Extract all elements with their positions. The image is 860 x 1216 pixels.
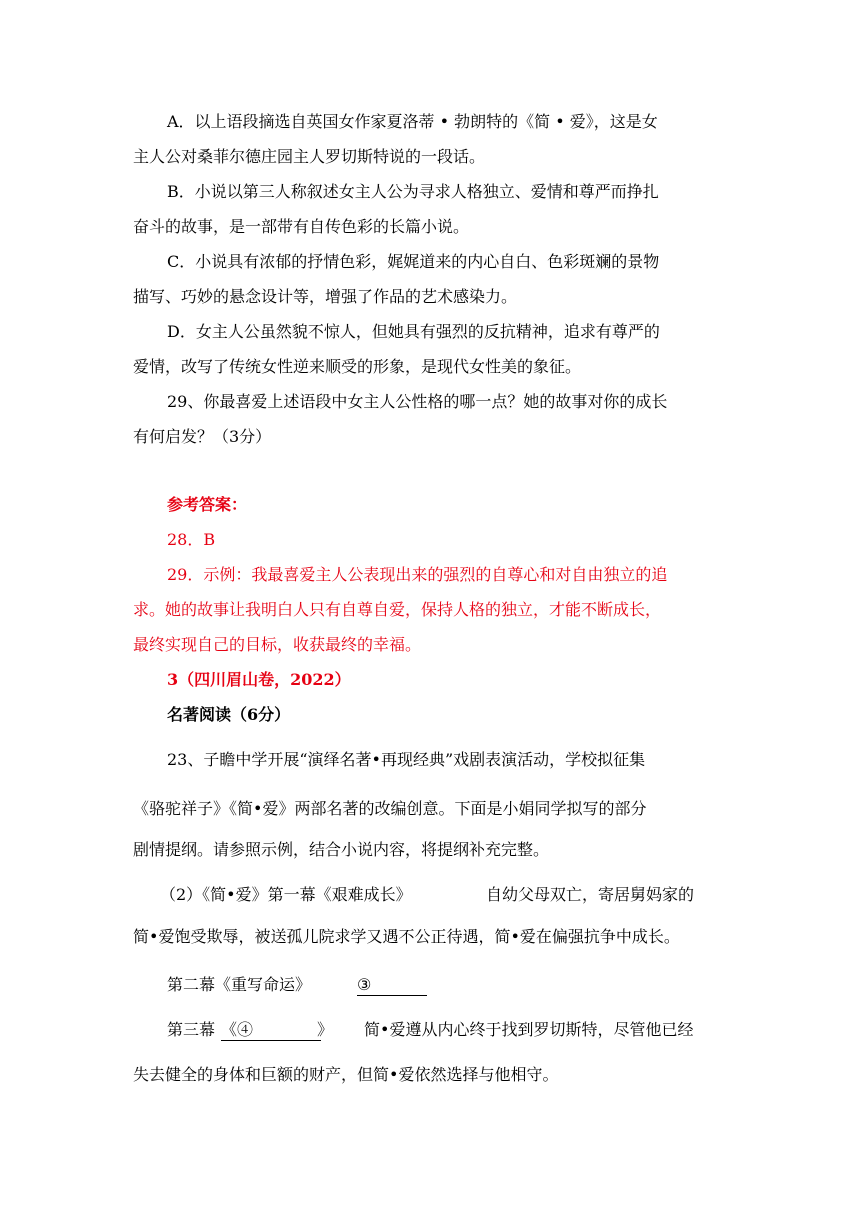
option-b-line2: 奋斗的故事，是一部带有自传色彩的长篇小说。: [133, 217, 470, 236]
answer-29-line2: 求。她的故事让我明白人只有自尊自爱，保持人格的独立，才能不断成长，: [133, 600, 662, 619]
answer-heading: 参考答案：: [167, 495, 248, 514]
act2-blank[interactable]: [357, 973, 427, 997]
option-a-line1: A．以上语段摘选自英国女作家夏洛蒂 • 勃朗特的《简 • 爱》，这是女: [167, 112, 658, 131]
answer-29-line1: 29．示例：我最喜爱主人公表现出来的强烈的自尊心和对自由独立的追: [167, 565, 668, 584]
part2-act1-heading: （2）《简•爱》第一幕《艰难成长》: [160, 885, 412, 904]
section-title: 3（四川眉山卷，2022）: [167, 670, 351, 689]
act3-detail: 失去健全的身体和巨额的财产，但简•爱依然选择与他相守。: [133, 1065, 559, 1084]
act3-blank[interactable]: [221, 1018, 334, 1042]
answer-29-line3: 最终实现自己的目标，收获最终的幸福。: [133, 635, 422, 654]
act3-blank-field[interactable]: 《④ 》: [221, 1020, 334, 1039]
question-23-line3: 剧情提纲。请参照示例，结合小说内容，将提纲补充完整。: [133, 840, 550, 859]
part2-act1-intro: 自幼父母双亡，寄居舅妈家的: [486, 885, 695, 904]
option-c-line1: C．小说具有浓郁的抒情色彩，娓娓道来的内心自白、色彩斑斓的景物: [167, 252, 660, 271]
question-29-line1: 29、你最喜爱上述语段中女主人公性格的哪一点？她的故事对你的成长: [167, 392, 668, 411]
option-a-line2: 主人公对桑菲尔德庄园主人罗切斯特说的一段话。: [133, 147, 486, 166]
question-23-line2: 《骆驼祥子》《简•爱》两部名著的改编创意。下面是小娟同学拟写的部分: [133, 799, 647, 818]
act3-text: 简•爱遵从内心终于找到罗切斯特，尽管他已经: [364, 1020, 694, 1039]
act2-label: 第二幕《重写命运》: [167, 975, 312, 994]
option-c-line2: 描写、巧妙的悬念设计等，增强了作品的艺术感染力。: [133, 287, 518, 306]
answer-28: 28．B: [167, 530, 216, 549]
section-subtitle: 名著阅读（6分）: [167, 705, 291, 724]
act2-blank-field[interactable]: ③: [357, 975, 427, 996]
option-d-line2: 爱情，改写了传统女性逆来顺受的形象，是现代女性美的象征。: [133, 357, 582, 376]
option-b-line1: B．小说以第三人称叙述女主人公为寻求人格独立、爱情和尊严而挣扎: [167, 182, 659, 201]
option-d-line1: D．女主人公虽然貌不惊人，但她具有强烈的反抗精神，追求有尊严的: [167, 322, 660, 341]
question-29-line2: 有何启发？（3分）: [133, 427, 272, 446]
part2-act1-detail: 简•爱饱受欺辱，被送孤儿院求学又遇不公正待遇，简•爱在偏强抗争中成长。: [133, 927, 680, 946]
question-23-line1: 23、子瞻中学开展“演绎名著•再现经典”戏剧表演活动，学校拟征集: [167, 750, 646, 769]
act3-label: 第三幕: [167, 1020, 216, 1039]
